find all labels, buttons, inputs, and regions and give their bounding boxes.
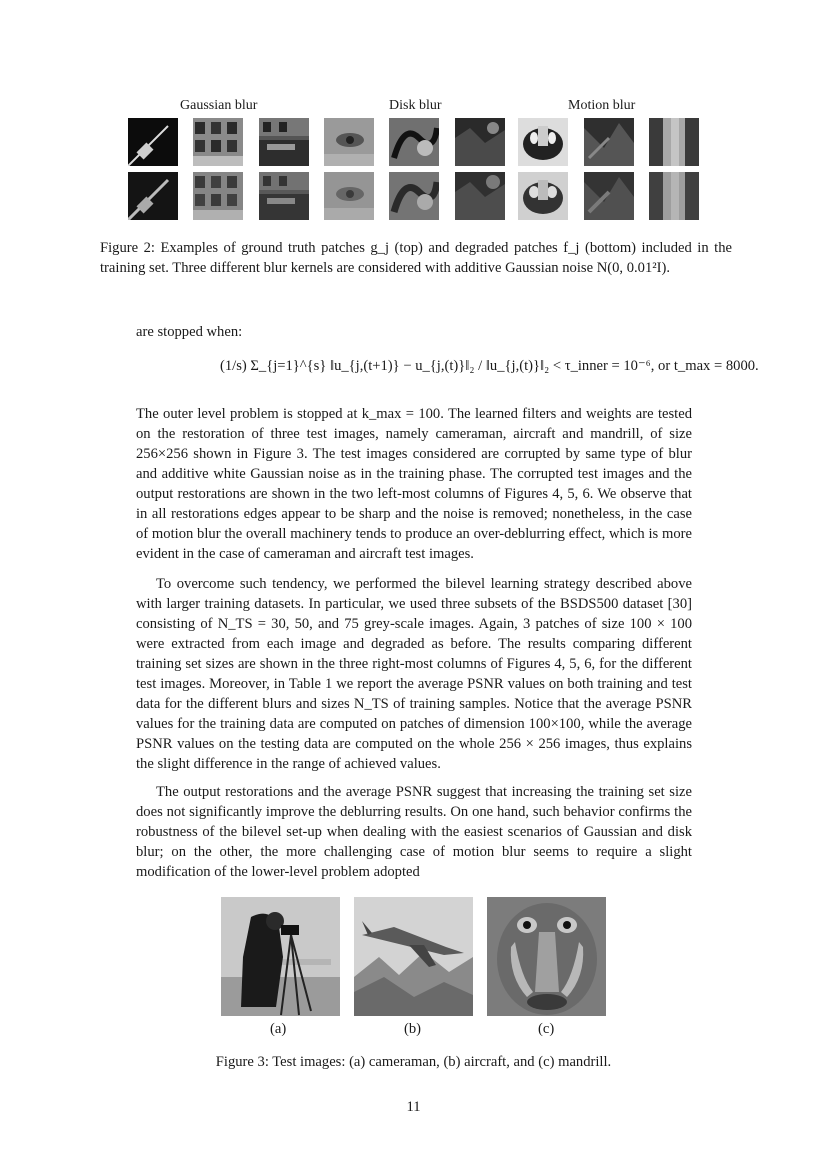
patch-motion-3-bottom <box>649 172 699 220</box>
patch-gaussian-4-bottom <box>324 172 374 220</box>
patch-gaussian-3-top <box>259 118 309 166</box>
patch-gaussian-2-bottom <box>193 172 243 220</box>
paragraph-1: The outer level problem is stopped at k_max = 100. The learned filters and weights are tested on the restoration of three test images, namely cameraman, aircraft and mandrill, of size 256×256 shown in Figure 3. The test images considered are corrupted by same type of blur and additive white Gaussian noise as in the training phase. The corrupted test images and the output restorations are shown in the two left-most columns of Figures 4, 5, 6. We observe that in all restorations edges appear to be sharp and the noise is removed; nonetheless, in the case of motion blur the overall machinery tends to produce an over-deblurring effect, which is more evident in the case of cameraman and aircraft test images. <box>136 406 692 562</box>
gaussian-blur-title: Gaussian blur <box>180 98 258 113</box>
patch-motion-1-bottom <box>518 172 568 220</box>
paragraph-3: The output restorations and the average PSNR suggest that increasing the training set size does not significantly improve the deblurring results. On one hand, such behavior confirms the robustness of the bilevel set-up when dealing with the easiest scenarios of Gaussian and disk blur; on the other, the more challenging case of motion blur seems to require a slight modification of the lower-level problem adopted <box>136 784 692 880</box>
motion-blur-title: Motion blur <box>568 98 636 113</box>
patch-motion-2-bottom <box>584 172 634 220</box>
page-number: 11 <box>406 1099 421 1115</box>
label-c: (c) <box>538 1021 555 1037</box>
patch-gaussian-3-bottom <box>259 172 309 220</box>
disk-blur-title: Disk blur <box>389 98 442 113</box>
patch-disk-1-top <box>389 118 439 166</box>
equation-lead-in: are stopped when: <box>136 324 243 340</box>
patch-gaussian-1-bottom <box>128 172 178 220</box>
cameraman-image <box>221 897 340 1016</box>
patch-motion-3-top <box>649 118 699 166</box>
figure-2-caption: Figure 2: Examples of ground truth patches g_j (top) and degraded patches f_j (bottom) included in the training set. Three different blur kernels are considered with additive Gaussian noise N(0, 0.01²I). <box>100 240 732 276</box>
label-b: (b) <box>404 1021 422 1037</box>
label-a: (a) <box>270 1021 287 1037</box>
patch-disk-2-bottom <box>455 172 505 220</box>
aircraft-image <box>354 897 473 1016</box>
mandrill-image <box>487 897 606 1016</box>
paragraph-2: To overcome such tendency, we performed the bilevel learning strategy described above with larger training datasets. In particular, we used three subsets of the BSDS500 dataset [30] consisting of N_TS = 30, 50, and 75 grey-scale images. Again, 3 patches of size 100 × 100 were extracted from each image and degraded as before. The results comparing different training set sizes are shown in the three right-most columns of Figures 4, 5, 6, for the different test images. Moreover, in Table 1 we report the average PSNR values on both training and test data for the different blurs and sizes N_TS of training samples. Notice that the average PSNR values for the training data are computed on patches of dimension 100×100, while the average PSNR values on the testing data are computed on the whole 256 × 256 images, thus explains the slight difference in the range of achieved values. <box>136 576 692 772</box>
stopping-criterion-equation <box>220 345 759 401</box>
patch-motion-2-top <box>584 118 634 166</box>
figure-3-caption: Figure 3: Test images: (a) cameraman, (b) aircraft, and (c) mandrill. <box>215 1054 612 1070</box>
patch-gaussian-2-top <box>193 118 243 166</box>
patch-disk-1-bottom <box>389 172 439 220</box>
patch-gaussian-4-top <box>324 118 374 166</box>
equation-text: (1/s) Σ_{j=1}^{s} ‖u_{j,(t+1)} − u_{j,(t)}‖₂ / ‖u_{j,(t)}‖₂ < τ_inner = 10⁻⁶, or t_max = 8000. <box>220 358 759 374</box>
patch-disk-2-top <box>455 118 505 166</box>
patch-motion-1-top <box>518 118 568 166</box>
patch-gaussian-1-top <box>128 118 178 166</box>
